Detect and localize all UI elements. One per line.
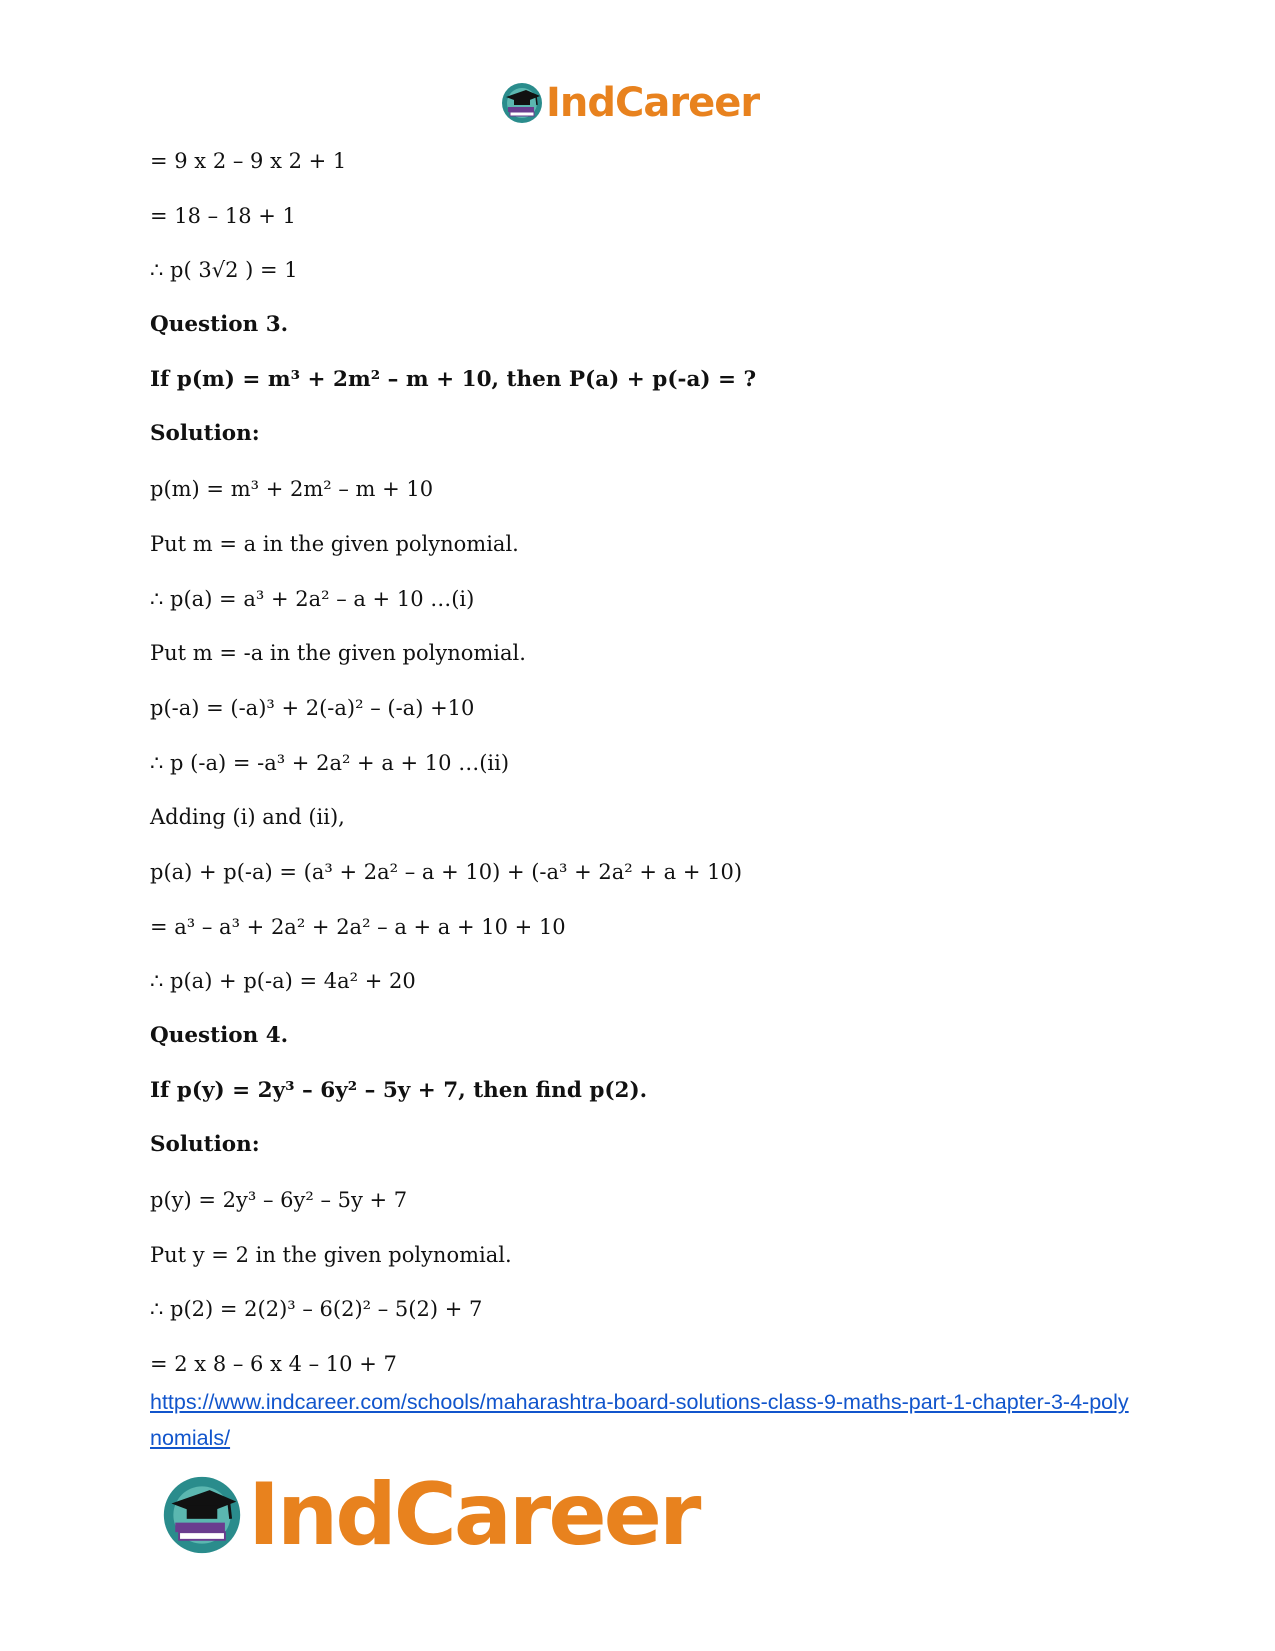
text-line: p(y) = 2y³ – 6y² – 5y + 7 [150, 1188, 408, 1213]
heading-line: Question 3. [150, 312, 289, 338]
header-logo-text: IndCareer [546, 80, 760, 126]
text-line: Put m = a in the given polynomial. [150, 531, 519, 556]
heading-line: If p(y) = 2y³ – 6y² – 5y + 7, then find p(2). [150, 1077, 648, 1103]
text-line: = 9 x 2 – 9 x 2 + 1 [150, 149, 347, 173]
text-line: = 2 x 8 – 6 x 4 – 10 + 7 [150, 1352, 397, 1377]
text-line: p(m) = m³ + 2m² – m + 10 [150, 477, 434, 502]
footer-logo-text: IndCareer [248, 1465, 699, 1565]
solution-content [150, 145, 1150, 1403]
graduation-cap-icon [160, 1473, 244, 1557]
text-line: p(-a) = (-a)³ + 2(-a)² – (-a) +10 [150, 695, 475, 720]
text-line: ∴ p(2) = 2(2)³ – 6(2)² – 5(2) + 7 [150, 1297, 483, 1322]
text-line: ∴ p (-a) = -a³ + 2a² + a + 10 …(ii) [150, 750, 510, 775]
text-line: p(a) + p(-a) = (a³ + 2a² – a + 10) + (-a³ + 2a² + a + 10) [150, 859, 743, 884]
heading-line: Solution: [150, 421, 260, 447]
text-line: ∴ p( 3√2 ) = 1 [150, 258, 298, 283]
text-line: = 18 – 18 + 1 [150, 203, 296, 228]
text-line: Put m = -a in the given polynomial. [150, 641, 526, 666]
header-logo [500, 78, 759, 128]
text-line: Adding (i) and (ii), [150, 805, 345, 830]
graduation-cap-icon [500, 81, 544, 125]
text-line: Put y = 2 in the given polynomial. [150, 1242, 512, 1267]
heading-line: Solution: [150, 1132, 260, 1158]
text-line: ∴ p(a) = a³ + 2a² – a + 10 …(i) [150, 586, 475, 611]
source-link[interactable]: https://www.indcareer.com/schools/maharashtra-board-solutions-class-9-maths-part-1-chapter-3-4-polynomials/ [150, 1390, 1129, 1450]
heading-line: Question 4. [150, 1023, 289, 1048]
text-line: = a³ – a³ + 2a² + 2a² – a + a + 10 + 10 [150, 914, 566, 939]
text-line: ∴ p(a) + p(-a) = 4a² + 20 [150, 969, 416, 994]
footer-logo [160, 1465, 699, 1565]
heading-line: If p(m) = m³ + 2m² – m + 10, then P(a) + p(-a) = ? [150, 366, 757, 392]
